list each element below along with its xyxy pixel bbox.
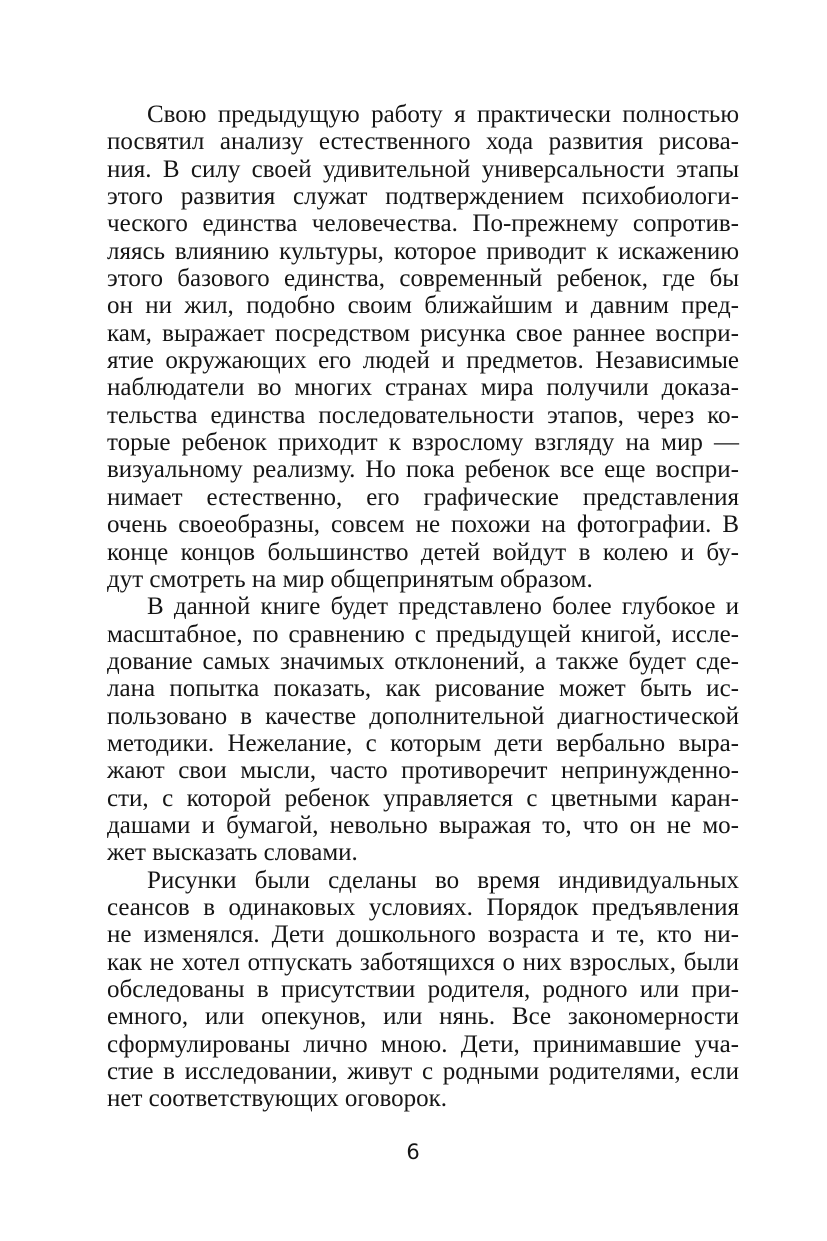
paragraph-1-line-12: тельства единства последовательности этапов, через ко- xyxy=(107,401,739,429)
paragraph-3-line-7: сформулированы лично мною. Дети, принимавшие уча- xyxy=(107,1030,739,1058)
paragraph-1-line-7: этого базового единства, современный ребенок, где бы xyxy=(107,265,739,293)
paragraph-1-line-14: визуальному реализму. Но пока ребенок все еще воспри- xyxy=(107,456,739,484)
paragraph-1-line-10: ятие окружающих его людей и предметов. Независимые xyxy=(107,347,739,375)
paragraph-2-line-9: дашами и бумагой, невольно выражая то, что он не мо- xyxy=(107,811,739,839)
paragraph-1-line-13: торые ребенок приходит к взрослому взгляду на мир — xyxy=(107,429,739,457)
paragraph-3-line-1: Рисунки были сделаны во время индивидуальных xyxy=(147,866,739,894)
paragraph-1-line-4: этого развития служат подтверждением психобиологи- xyxy=(107,183,739,211)
paragraph-2-line-7: жают свои мысли, часто противоречит непринужденно- xyxy=(107,757,739,785)
paragraph-1-line-15: нимает естественно, его графические представления xyxy=(107,483,739,511)
paragraph-1-line-1: Свою предыдущую работу я практически полностью xyxy=(147,101,739,128)
paragraph-3-line-9: нет соответствующих оговорок. xyxy=(107,1085,448,1113)
paragraph-2-line-1: В данной книге будет представлено более глубокое и xyxy=(147,593,739,621)
paragraph-2-line-4: лана попытка показать, как рисование может быть ис- xyxy=(107,675,739,703)
paragraph-1-line-5: ческого единства человечества. По-прежнему сопротив- xyxy=(107,210,739,238)
paragraph-2-line-8: сти, с которой ребенок управляется с цветными каран- xyxy=(107,784,739,812)
paragraph-1-line-18: дут смотреть на мир общепринятым образом. xyxy=(107,565,593,593)
paragraph-1-line-6: ляясь влиянию культуры, которое приводит к искажению xyxy=(107,237,739,265)
paragraph-2-line-5: пользовано в качестве дополнительной диагностической xyxy=(107,702,739,730)
paragraph-2-line-3: дование самых значимых отклонений, а также будет сде- xyxy=(107,647,739,675)
paragraph-1-line-17: конце концов большинство детей войдут в колею и бу- xyxy=(107,538,739,566)
paragraph-1-line-8: он ни жил, подобно своим ближайшим и давним пред- xyxy=(107,292,739,320)
paragraph-3-line-4: как не хотел отпускать заботящихся о них взрослых, были xyxy=(107,948,739,976)
paragraph-1-line-16: очень своеобразны, совсем не похожи на фотографии. В xyxy=(107,511,739,539)
paragraph-1-line-2: посвятил анализу естественного хода развития рисова- xyxy=(107,128,739,156)
paragraph-3-line-2: сеансов в одинаковых условиях. Порядок предъявления xyxy=(107,893,739,921)
paragraph-3-line-3: не изменялся. Дети дошкольного возраста и те, кто ни- xyxy=(107,921,739,949)
paragraph-3-line-5: обследованы в присутствии родителя, родного или при- xyxy=(107,976,739,1003)
page-number: 6 xyxy=(406,1140,420,1164)
paragraph-3-line-8: стие в исследовании, живут с родными родителями, если xyxy=(107,1058,739,1086)
paragraph-2-line-2: масштабное, по сравнению с предыдущей книгой, иссле- xyxy=(107,620,739,648)
paragraph-1-line-3: ния. В силу своей удивительной универсальности этапы xyxy=(107,155,739,183)
paragraph-1-line-11: наблюдатели во многих странах мира получили доказа- xyxy=(107,374,739,402)
body-text xyxy=(107,101,739,1113)
paragraph-1-line-9: кам, выражает посредством рисунка свое раннее воспри- xyxy=(107,319,739,347)
paragraph-3-line-6: емного, или опекунов, или нянь. Все закономерности xyxy=(107,1003,739,1031)
paragraph-2-line-6: методики. Нежелание, с которым дети вербально выра- xyxy=(107,729,739,757)
paragraph-2-line-10: жет высказать словами. xyxy=(107,839,358,867)
